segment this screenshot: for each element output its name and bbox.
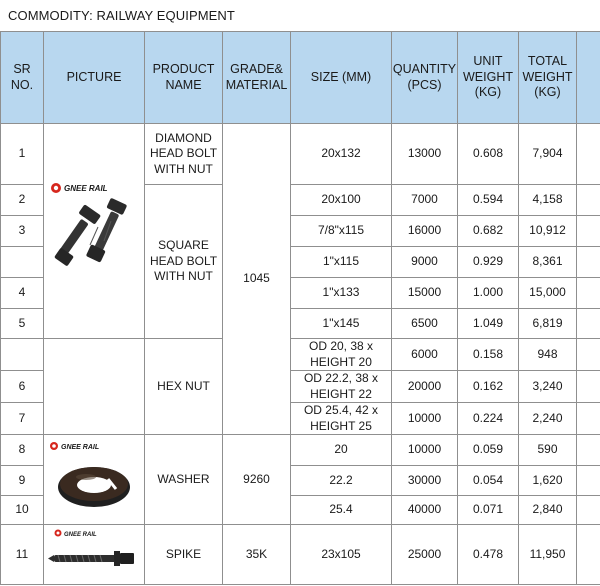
- cell-total: 2,840: [519, 496, 577, 525]
- cell-total: 2,240: [519, 403, 577, 435]
- cell-sr: 9: [1, 466, 44, 496]
- cell-total: 3,240: [519, 371, 577, 403]
- gnee-rail-logo: [55, 529, 98, 538]
- cell-sr: 6: [1, 371, 44, 403]
- cell-total: 8,361: [519, 247, 577, 278]
- bolts-image: [46, 171, 142, 291]
- table-row: [1, 435, 600, 466]
- cell-qty: 10000: [392, 403, 458, 435]
- cell-total: 7,904: [519, 124, 577, 185]
- cell-sr: [1, 339, 44, 371]
- product-washer: WASHER: [145, 435, 223, 525]
- cell-total: 4,158: [519, 185, 577, 216]
- empty-picture-cell: [44, 339, 145, 435]
- cell-total: 948: [519, 339, 577, 371]
- cell-size: OD 22.2, 38 x HEIGHT 22: [291, 371, 392, 403]
- cell-size: OD 25.4, 42 x HEIGHT 25: [291, 403, 392, 435]
- cell-total: 11,950: [519, 525, 577, 585]
- header-unit-weight: UNIT WEIGHT (KG): [458, 32, 519, 124]
- cell-unit: 0.929: [458, 247, 519, 278]
- cell-size: 23x105: [291, 525, 392, 585]
- grade-9260: 9260: [223, 435, 291, 525]
- cell-size: 25.4: [291, 496, 392, 525]
- cell-qty: 6000: [392, 339, 458, 371]
- cell-unit: 0.059: [458, 435, 519, 466]
- cell-qty: 25000: [392, 525, 458, 585]
- svg-text:GNEE RAIL: GNEE RAIL: [61, 443, 100, 451]
- cell-total: 590: [519, 435, 577, 466]
- cell-sr: 8: [1, 435, 44, 466]
- header-sr: SR NO.: [1, 32, 44, 124]
- header-picture: PICTURE: [44, 32, 145, 124]
- cell-unit: 0.224: [458, 403, 519, 435]
- cell-unit: 0.682: [458, 216, 519, 247]
- cell-total: 15,000: [519, 278, 577, 309]
- grade-35k: 35K: [223, 525, 291, 585]
- cell-size: 1"x115: [291, 247, 392, 278]
- screw-spike-icon: [48, 551, 134, 566]
- cell-unit: 0.158: [458, 339, 519, 371]
- cell-size: 20x132: [291, 124, 392, 185]
- cell-size: 20x100: [291, 185, 392, 216]
- header-extra: [577, 32, 600, 124]
- cell-unit: 0.071: [458, 496, 519, 525]
- cell-unit: 1.000: [458, 278, 519, 309]
- table-row: [1, 339, 600, 371]
- header-grade: GRADE& MATERIAL: [223, 32, 291, 124]
- table-row: [1, 124, 600, 185]
- header-size: SIZE (MM): [291, 32, 392, 124]
- cell-sr: [1, 247, 44, 278]
- header-row: [1, 32, 600, 124]
- cell-qty: 13000: [392, 124, 458, 185]
- product-square-bolt: SQUARE HEAD BOLT WITH NUT: [145, 185, 223, 339]
- product-spike: SPIKE: [145, 525, 223, 585]
- cell-sr: 3: [1, 216, 44, 247]
- cell-size: OD 20, 38 x HEIGHT 20: [291, 339, 392, 371]
- gnee-rail-logo: [50, 442, 99, 451]
- header-total-weight: TOTAL WEIGHT (KG): [519, 32, 577, 124]
- cell-size: 22.2: [291, 466, 392, 496]
- cell-qty: 9000: [392, 247, 458, 278]
- product-hex-nut: HEX NUT: [145, 339, 223, 435]
- cell-qty: 10000: [392, 435, 458, 466]
- cell-size: 20: [291, 435, 392, 466]
- cell-unit: 1.049: [458, 309, 519, 339]
- spike-image: [46, 527, 142, 583]
- cell-total: 6,819: [519, 309, 577, 339]
- cell-unit: 0.054: [458, 466, 519, 496]
- cell-size: 7/8"x115: [291, 216, 392, 247]
- cell-qty: 7000: [392, 185, 458, 216]
- cell-unit: 0.162: [458, 371, 519, 403]
- cell-qty: 40000: [392, 496, 458, 525]
- bolt-picture-cell: [44, 124, 145, 339]
- cell-sr: 7: [1, 403, 44, 435]
- cell-total: 10,912: [519, 216, 577, 247]
- sheet-title: COMMODITY: RAILWAY EQUIPMENT: [8, 8, 235, 23]
- cell-total: 1,620: [519, 466, 577, 496]
- cell-sr: 2: [1, 185, 44, 216]
- cell-sr: 4: [1, 278, 44, 309]
- svg-text:GNEE RAIL: GNEE RAIL: [64, 184, 108, 193]
- cell-qty: 6500: [392, 309, 458, 339]
- cell-sr: 11: [1, 525, 44, 585]
- svg-text:GNEE RAIL: GNEE RAIL: [64, 531, 97, 538]
- cell-unit: 0.608: [458, 124, 519, 185]
- equipment-table: [0, 31, 600, 585]
- grade-1045: 1045: [223, 124, 291, 435]
- washer-picture-cell: [44, 435, 145, 525]
- header-product: PRODUCT NAME: [145, 32, 223, 124]
- header-quantity: QUANTITY (PCS): [392, 32, 458, 124]
- sheet-title-bar: [0, 0, 600, 32]
- cell-sr: 1: [1, 124, 44, 185]
- cell-size: 1"x133: [291, 278, 392, 309]
- cell-qty: 30000: [392, 466, 458, 496]
- bolt-icon: [54, 198, 127, 267]
- cell-size: 1"x145: [291, 309, 392, 339]
- washer-image: [46, 437, 142, 523]
- cell-sr: 5: [1, 309, 44, 339]
- cell-unit: 0.478: [458, 525, 519, 585]
- cell-qty: 15000: [392, 278, 458, 309]
- gnee-rail-logo: [51, 183, 108, 193]
- spike-picture-cell: [44, 525, 145, 585]
- product-diamond-bolt: DIAMOND HEAD BOLT WITH NUT: [145, 124, 223, 185]
- cell-sr: 10: [1, 496, 44, 525]
- table-row: [1, 525, 600, 585]
- cell-qty: 20000: [392, 371, 458, 403]
- cell-qty: 16000: [392, 216, 458, 247]
- spring-washer-icon: [58, 467, 130, 507]
- cell-unit: 0.594: [458, 185, 519, 216]
